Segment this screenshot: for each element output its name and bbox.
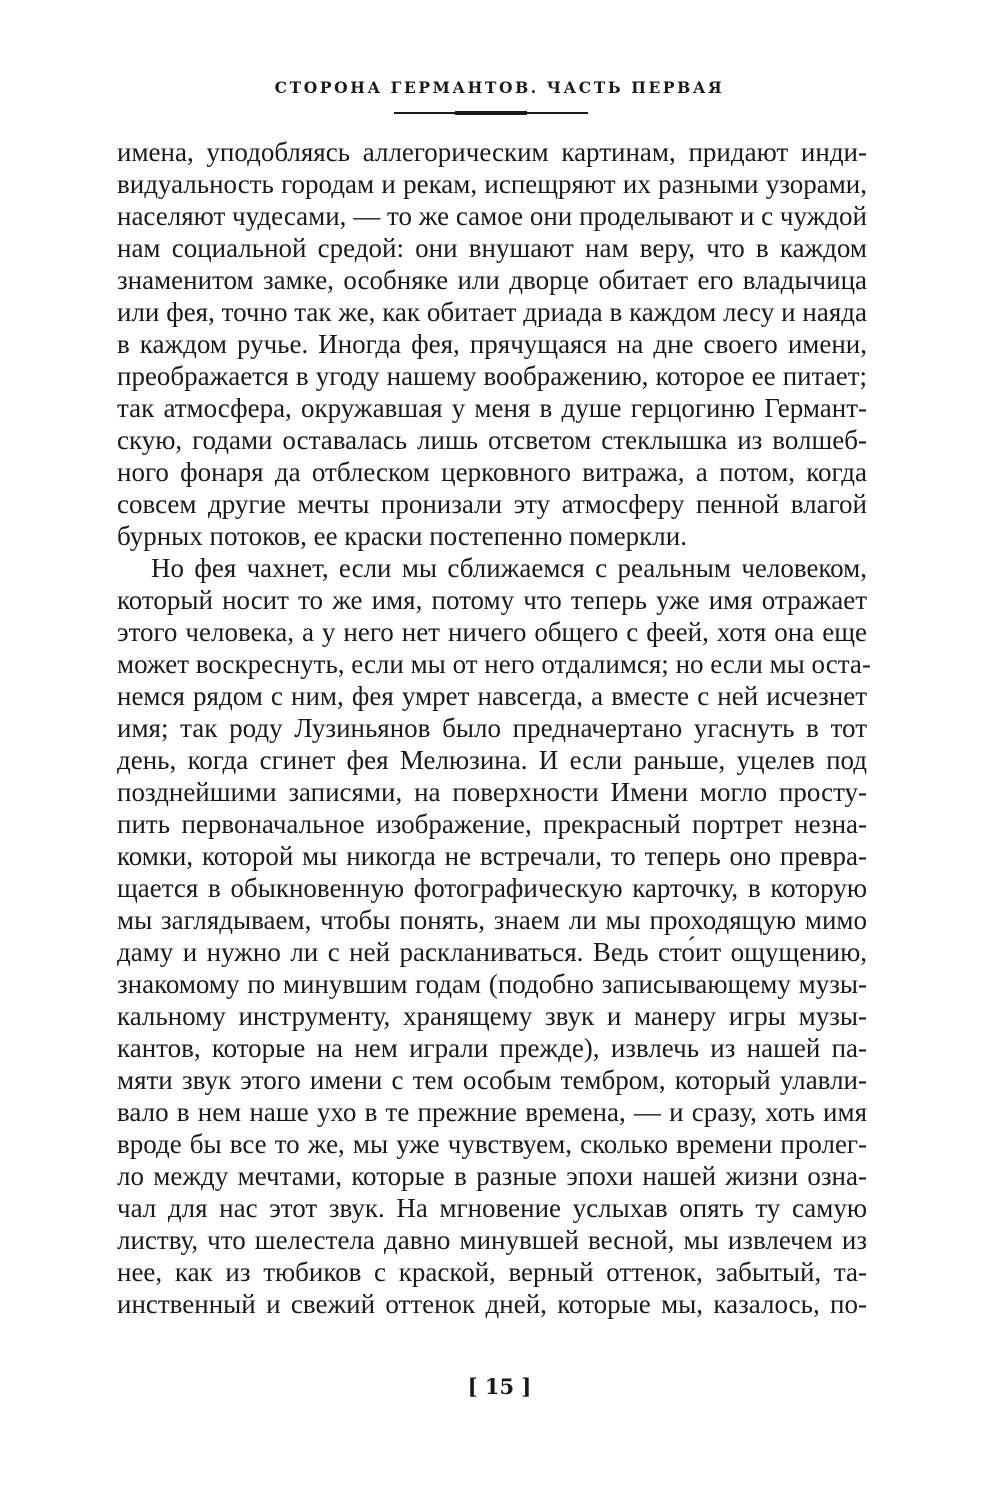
text-line: населяют чудесами, — то же самое они проделывают и с чуждой <box>117 201 867 231</box>
text-line: позднейшими записями, на поверхности Имени могло просту- <box>117 777 867 807</box>
text-line: или фея, точно так же, как обитает дриада в каждом лесу и наяда <box>117 297 867 327</box>
text-line: комки, которой мы никогда не встречали, то теперь оно превра- <box>117 841 867 871</box>
text-line: пить первоначальное изображение, прекрасный портрет незна- <box>117 809 867 839</box>
text-line: совсем другие мечты пронизали эту атмосферу пенной влагой <box>117 489 867 519</box>
text-line: инственный и свежий оттенок дней, которые мы, казалось, по- <box>117 1289 867 1319</box>
text-line: знаменитом замке, особняке или дворце обитает его владычица <box>117 265 867 295</box>
text-line: этого человека, а у него нет ничего общего с феей, хотя она еще <box>117 617 867 647</box>
text-line: в каждом ручье. Иногда фея, прячущаяся на дне своего имени, <box>117 329 867 359</box>
text-line: нам социальной средой: они внушают нам веру, что в каждом <box>117 233 867 263</box>
running-head-title: СТОРОНА ГЕРМАНТОВ. ЧАСТЬ ПЕРВАЯ <box>274 78 725 97</box>
text-line: даму и нужно ли с ней раскланиваться. Ведь сто́ит ощущению, <box>117 937 867 967</box>
text-line: знакомому по минувшим годам (подобно записывающему музы- <box>117 969 867 999</box>
text-line: кантов, которые на нем играли прежде), извлечь из нашей па- <box>117 1033 867 1063</box>
page-number: [ 15 ] <box>467 1374 532 1399</box>
text-line: нее, как из тюбиков с краской, верный оттенок, забытый, та- <box>117 1257 867 1287</box>
text-line: кальному инструменту, хранящему звук и манеру игры музы- <box>117 1001 867 1031</box>
text-line: имена, уподобляясь аллегорическим картинам, придают инди- <box>117 137 867 167</box>
body-text <box>117 136 871 1320</box>
text-line: мяти звук этого имени с тем особым тембром, который улавли- <box>117 1065 867 1095</box>
text-line: немся рядом с ним, фея умрет навсегда, а вместе с ней исчезнет <box>117 681 867 711</box>
text-line: мы заглядываем, чтобы понять, знаем ли мы проходящую мимо <box>117 905 867 935</box>
text-line: который носит то же имя, потому что теперь уже имя отражает <box>117 585 867 615</box>
text-line: щается в обыкновенную фотографическую карточку, в которую <box>117 873 867 903</box>
text-line: преображается в угоду нашему воображению, которое ее питает; <box>117 361 867 391</box>
text-line: вало в нем наше ухо в те прежние времена, — и сразу, хоть имя <box>117 1097 867 1127</box>
text-line: может воскреснуть, если мы от него отдалимся; но если мы оста- <box>117 649 871 679</box>
text-line: Но фея чахнет, если мы сближаемся с реальным человеком, <box>151 553 867 583</box>
text-line: чал для нас этот звук. На мгновение услыхав опять ту самую <box>117 1193 867 1223</box>
text-line: вроде бы все то же, мы уже чувствуем, сколько времени пролег- <box>117 1129 867 1159</box>
text-line: имя; так роду Лузиньянов было предначертано угаснуть в тот <box>117 713 867 743</box>
text-line: день, когда сгинет фея Мелюзина. И если раньше, уцелев под <box>117 745 867 775</box>
text-line: скую, годами оставалась лишь отсветом стеклышка из волшеб- <box>117 425 867 455</box>
text-line: бурных потоков, ее краски постепенно померкли. <box>117 521 687 551</box>
text-line: ного фонаря да отблеском церковного витража, а потом, когда <box>117 457 867 487</box>
text-line: так атмосфера, окружавшая у меня в душе герцогиню Германт- <box>117 393 867 423</box>
text-line: видуальность городам и рекам, испещряют их разными узорами, <box>117 169 867 199</box>
text-line: листву, что шелестела давно минувшей весной, мы извлечем из <box>117 1225 867 1255</box>
header-rule-accent <box>455 111 527 115</box>
text-line: ло между мечтами, которые в разные эпохи нашей жизни озна- <box>117 1161 867 1191</box>
